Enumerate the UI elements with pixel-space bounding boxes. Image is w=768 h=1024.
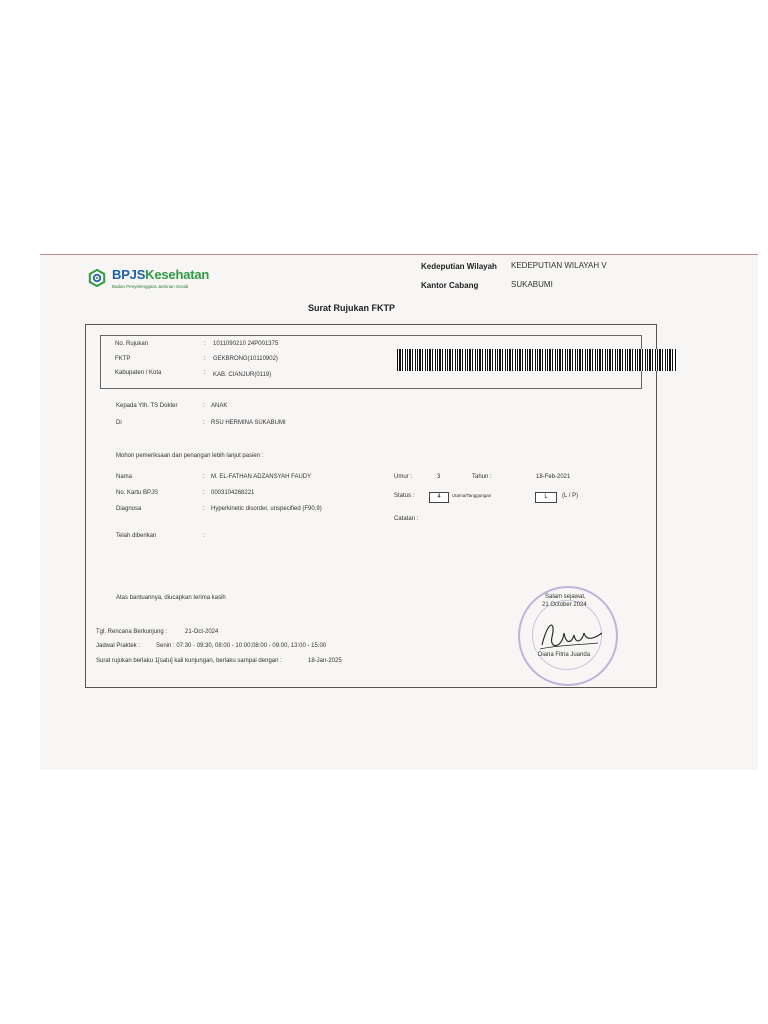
- kantor-label: Kantor Cabang: [421, 281, 479, 290]
- jadwal-value: Senin : 07:30 - 09:30, 08:00 - 10:00;08:00 - 09:00, 13:00 - 15:00: [156, 643, 327, 649]
- salam-text: Salam sejawat,: [545, 594, 586, 600]
- dokter-value: ANAK: [211, 403, 228, 409]
- dokter-label: Kepada Yth. TS Dokter: [116, 403, 178, 409]
- sign-date: 21 October 2024: [542, 602, 587, 608]
- jadwal-label: Jadwal Praktek :: [96, 643, 141, 649]
- rencana-label: Tgl. Rencana Berkunjung :: [96, 629, 168, 635]
- kartu-label: No. Kartu BPJS: [116, 490, 159, 496]
- kedeputian-label: Kedeputian Wilayah: [421, 262, 497, 271]
- status-label: Status :: [394, 493, 415, 499]
- nama-value: M. EL-FATHAN ADZANSYAH FAUDY: [211, 474, 312, 480]
- status-box: 4: [429, 492, 449, 503]
- document-title: Surat Rujukan FKTP: [308, 303, 396, 313]
- status-desc: Utama/Tanggungan: [452, 493, 492, 498]
- kabupaten-value: KAB. CIANJUR(0119): [213, 372, 272, 378]
- doctor-name: Diana Fitria Juanda: [538, 652, 591, 658]
- kabupaten-label: Kabupaten / Kota: [115, 370, 162, 376]
- kartu-value: 0003104268221: [211, 490, 255, 496]
- tahun-label: Tahun :: [472, 474, 492, 480]
- intro-text: Mohon pemeriksaan dan penangan lebih lanjut pasien :: [116, 453, 264, 459]
- umur-value: 3: [437, 474, 441, 480]
- rencana-value: 21-Oct-2024: [185, 629, 219, 635]
- berlaku-text: Surat rujukan berlaku 1[satu] kali kunjungan, berlaku sampai dengan :: [96, 658, 282, 664]
- logo-kesehatan: Kesehatan: [145, 267, 210, 282]
- no-rujukan-value: 1011090210 24P001375: [213, 341, 279, 347]
- diagnosa-value: Hyperkinetic disorder, unspecified (F90.9): [211, 506, 322, 512]
- referral-id-box: No. Rujukan : 1011090210 24P001375 FKTP : GEKBRONG(10110902) Kabupaten / Kota : KAB. CIANJUR(0119): [100, 335, 642, 389]
- referral-frame: No. Rujukan : 1011090210 24P001375 FKTP : GEKBRONG(10110902) Kabupaten / Kota : KAB. CIANJUR(0119) Kepada Yth. TS Dokter : ANAK Di : RSU HERMINA SUKABUMI Mohon pemeriksaan dan penangan lebih lanjut pasien : Nama : M. EL-FATHAN ADZANSYAH FAUDY No. Kartu BPJS : 0003104268221 Diagnosa : Hyperkinetic disorder, unspecified (F90.9) Telah diberikan : Umur : 3 Tahun : 18-Feb-2021 Status : 4 Utama/Tanggungan L (L / P) Catatan : Atas bantuannya, diucapkan terima kasih Salam sejawat, 21 October 2024 Tgl. Rencana Berkunjung : 21-Oct-2024 Jadwal Praktek : Senin : 07:30 - 09:30, 08:00 - 10:00;08:00 - 09:00, 13:00 - 15:00 Surat rujukan berlaku 1[satu] kali kunjungan, berlaku sampai dengan : 18-Jan-2025: [85, 324, 657, 688]
- kedeputian-value: KEDEPUTIAN WILAYAH V: [511, 261, 607, 270]
- berlaku-value: 18-Jan-2025: [308, 658, 342, 664]
- birth-date-value: 18-Feb-2021: [536, 474, 571, 480]
- referral-letter: [40, 254, 758, 770]
- gender-box: L: [535, 492, 557, 503]
- fktp-label: FKTP: [115, 356, 131, 362]
- logo-bpjs: BPJS: [112, 267, 146, 282]
- gender-options: (L / P): [562, 493, 579, 499]
- bpjs-logo-icon: [88, 269, 106, 287]
- di-label: Di: [116, 420, 122, 426]
- catatan-label: Catatan :: [394, 516, 419, 522]
- logo-tagline: Badan Penyelenggara Jaminan Sosial: [112, 284, 189, 289]
- kantor-value: SUKABUMI: [511, 280, 553, 289]
- umur-label: Umur :: [394, 474, 412, 480]
- fktp-value: GEKBRONG(10110902): [213, 356, 278, 362]
- no-rujukan-label: No. Rujukan: [115, 341, 149, 347]
- logo-wordmark: [112, 267, 209, 282]
- signature-icon: [538, 615, 608, 655]
- barcode: [397, 349, 677, 371]
- di-value: RSU HERMINA SUKABUMI: [211, 420, 286, 426]
- telah-diberikan-label: Telah diberikan: [116, 533, 157, 539]
- diagnosa-label: Diagnosa: [116, 506, 142, 512]
- closing-text: Atas bantuannya, diucapkan terima kasih: [116, 595, 226, 601]
- nama-label: Nama: [116, 474, 133, 480]
